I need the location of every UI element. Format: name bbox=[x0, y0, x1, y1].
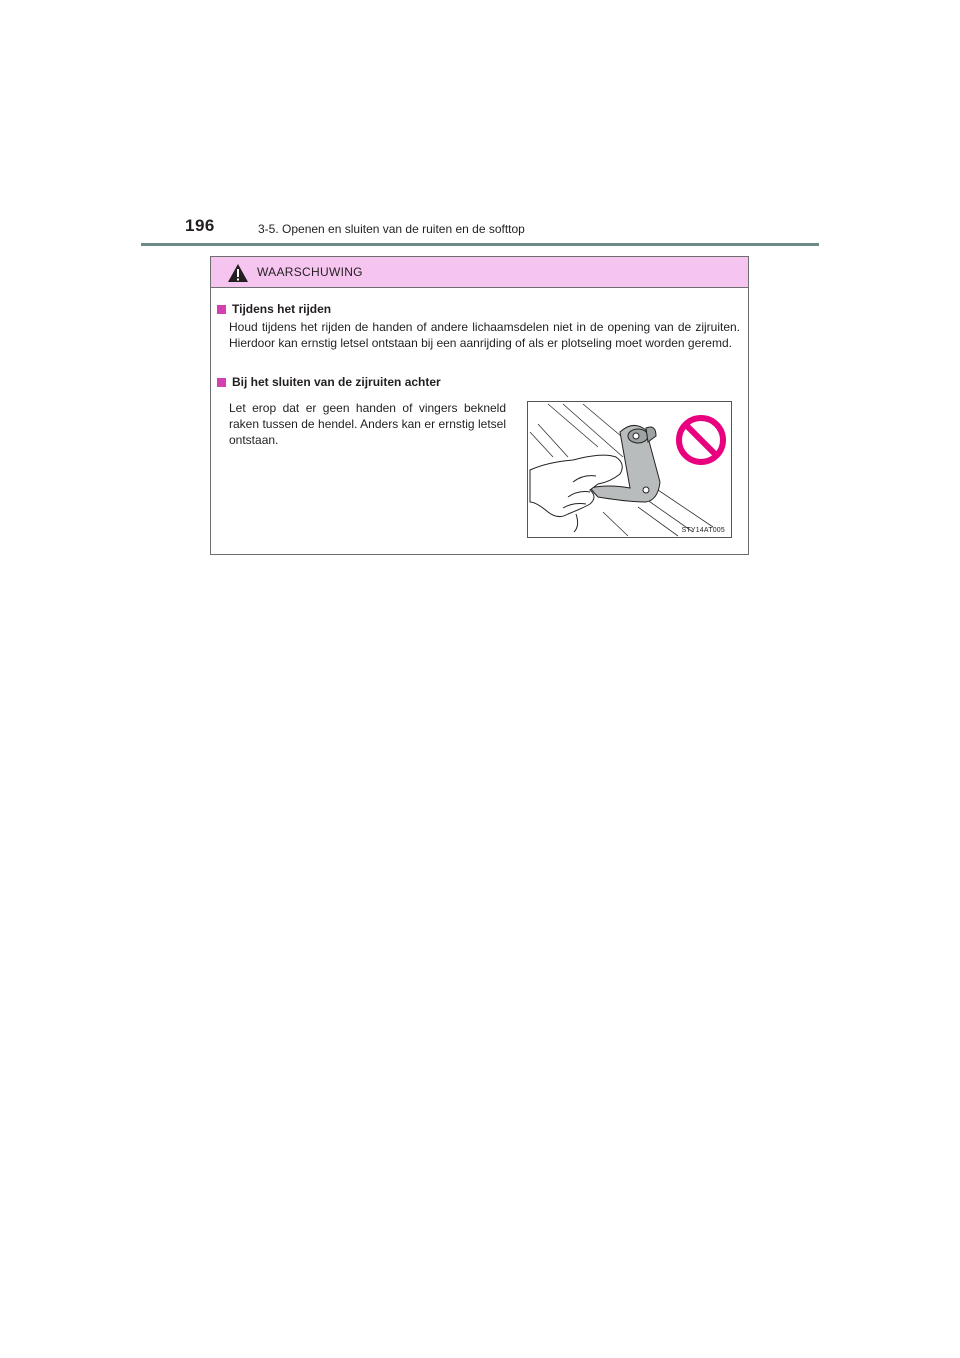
hand-lever-illustration bbox=[528, 402, 731, 537]
section-title: 3-5. Openen en sluiten van de ruiten en de softtop bbox=[258, 222, 525, 236]
bullet-square-icon bbox=[217, 378, 226, 387]
item-heading-closing bbox=[217, 375, 441, 389]
page-number: 196 bbox=[185, 216, 215, 235]
item-heading-text: Bij het sluiten van de zijruiten achter bbox=[232, 375, 441, 389]
figure-code: STY14AT005 bbox=[681, 527, 725, 534]
bullet-square-icon bbox=[217, 305, 226, 314]
warning-title: WAARSCHUWING bbox=[257, 265, 363, 279]
item-heading-text: Tijdens het rijden bbox=[232, 302, 332, 316]
item-heading-driving bbox=[217, 302, 331, 316]
warning-header bbox=[211, 257, 748, 288]
warning-triangle-icon bbox=[227, 263, 249, 283]
warning-box bbox=[210, 256, 749, 555]
item-body-driving: Houd tijdens het rijden de handen of andere lichaamsdelen niet in de opening van de zijruiten. Hierdoor kan ernstig letsel ontstaan bij een aanrijding of als er plotseling moet worden geremd. bbox=[229, 320, 740, 350]
item-body-closing: Let erop dat er geen handen of vingers bekneld raken tussen de hendel. Anders kan er ernstig letsel ontstaan. bbox=[229, 401, 506, 447]
illustration-hand-on-lever bbox=[527, 401, 732, 538]
prohibition-sign-icon bbox=[679, 418, 723, 462]
header-rule bbox=[141, 243, 819, 246]
